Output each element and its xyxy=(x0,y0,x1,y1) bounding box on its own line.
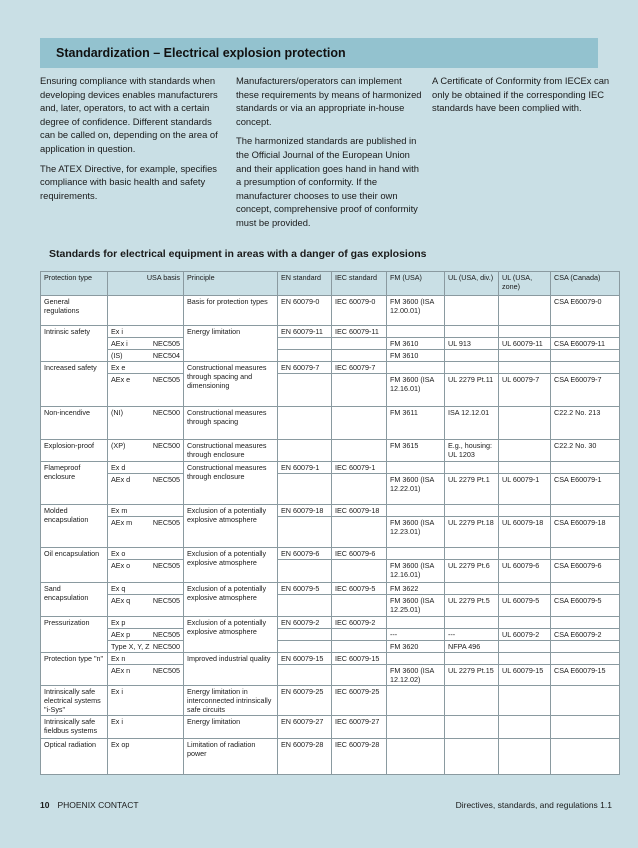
ul-div-cell xyxy=(445,326,499,338)
marking-text: AEx p xyxy=(111,630,131,639)
usa-basis-cell xyxy=(108,739,184,775)
csa-cell xyxy=(551,739,620,775)
usa-basis-cell xyxy=(108,583,184,595)
en-standard-cell: EN 60079-28 xyxy=(278,739,332,775)
en-standard-cell: EN 60079-27 xyxy=(278,716,332,739)
table-row xyxy=(41,462,620,474)
en-standard-cell xyxy=(278,374,332,407)
en-standard-cell: EN 60079-11 xyxy=(278,326,332,338)
principle-cell: Exclusion of a potentially explosive atmosphere xyxy=(184,583,278,617)
csa-cell xyxy=(551,686,620,716)
table-row xyxy=(41,560,620,583)
ul-div-cell xyxy=(445,686,499,716)
principle-cell: Energy limitation xyxy=(184,326,278,362)
table-row xyxy=(41,374,620,407)
iec-standard-cell: IEC 60079-27 xyxy=(332,716,387,739)
ul-div-cell xyxy=(445,548,499,560)
iec-standard-cell xyxy=(332,641,387,653)
fm-cell xyxy=(387,739,445,775)
ul-div-cell xyxy=(445,350,499,362)
csa-cell xyxy=(551,326,620,338)
en-standard-cell: EN 60079-7 xyxy=(278,362,332,374)
principle-cell: Energy limitation xyxy=(184,716,278,739)
protection-type-cell: Non-incendive xyxy=(41,407,108,440)
nec-text: NEC505 xyxy=(152,518,180,527)
protection-type-cell: Intrinsic safety xyxy=(41,326,108,362)
marking-text: (NI) xyxy=(111,408,123,417)
csa-cell xyxy=(551,653,620,665)
iec-standard-cell xyxy=(332,665,387,686)
marking-text: Ex m xyxy=(111,506,128,515)
nec-text: NEC505 xyxy=(152,475,180,484)
ul-zone-cell xyxy=(499,686,551,716)
marking-text: AEx o xyxy=(111,561,131,570)
csa-cell xyxy=(551,362,620,374)
fm-cell: FM 3600 (ISA 12.22.01) xyxy=(387,474,445,505)
ul-zone-cell xyxy=(499,505,551,517)
table-row xyxy=(41,474,620,505)
marking-text: Type X, Y, Z xyxy=(111,642,150,651)
ul-div-cell: UL 2279 Pt.18 xyxy=(445,517,499,548)
usa-basis-cell xyxy=(108,462,184,474)
principle-cell: Constructional measures through enclosure xyxy=(184,440,278,462)
csa-cell xyxy=(551,462,620,474)
fm-cell xyxy=(387,505,445,517)
fm-cell: FM 3600 (ISA 12.12.02) xyxy=(387,665,445,686)
iec-standard-cell: IEC 60079-0 xyxy=(332,296,387,326)
usa-basis-cell xyxy=(108,653,184,665)
fm-cell: FM 3611 xyxy=(387,407,445,440)
marking-text: (IS) xyxy=(111,351,123,360)
usa-basis-cell xyxy=(108,665,184,686)
principle-cell: Energy limitation in interconnected intrinsically safe circuits xyxy=(184,686,278,716)
fm-cell xyxy=(387,653,445,665)
ul-zone-cell: UL 60079-5 xyxy=(499,595,551,617)
intro-column-1 xyxy=(40,74,226,208)
marking-text: (XP) xyxy=(111,441,126,450)
usa-basis-cell xyxy=(108,407,184,440)
marking-text: Ex p xyxy=(111,618,126,627)
iec-standard-cell: IEC 60079-1 xyxy=(332,462,387,474)
iec-standard-cell: IEC 60079-7 xyxy=(332,362,387,374)
table-row xyxy=(41,716,620,739)
ul-zone-cell: UL 60079-2 xyxy=(499,629,551,641)
en-standard-cell xyxy=(278,560,332,583)
ul-zone-cell xyxy=(499,617,551,629)
iec-standard-cell xyxy=(332,517,387,548)
fm-cell: FM 3600 (ISA 12.23.01) xyxy=(387,517,445,548)
ul-zone-cell xyxy=(499,350,551,362)
fm-cell: FM 3622 xyxy=(387,583,445,595)
iec-standard-cell xyxy=(332,629,387,641)
csa-cell: CSA E60079-6 xyxy=(551,560,620,583)
csa-cell: C22.2 No. 213 xyxy=(551,407,620,440)
marking-text: Ex e xyxy=(111,363,126,372)
table-row xyxy=(41,338,620,350)
ul-zone-cell xyxy=(499,462,551,474)
ul-zone-cell xyxy=(499,362,551,374)
usa-basis-cell xyxy=(108,686,184,716)
table-title: Standards for electrical equipment in areas with a danger of gas explosions xyxy=(49,248,427,260)
csa-cell: CSA E60079-5 xyxy=(551,595,620,617)
usa-basis-cell xyxy=(108,641,184,653)
fm-cell xyxy=(387,462,445,474)
intro-paragraph: A Certificate of Conformity from IECEx can only be obtained if the corresponding IEC standards have been complied with. xyxy=(432,75,610,114)
csa-cell xyxy=(551,350,620,362)
en-standard-cell xyxy=(278,629,332,641)
iec-standard-cell: IEC 60079-15 xyxy=(332,653,387,665)
principle-cell: Limitation of radiation power xyxy=(184,739,278,775)
en-standard-cell xyxy=(278,350,332,362)
csa-cell xyxy=(551,716,620,739)
fm-cell xyxy=(387,617,445,629)
en-standard-cell: EN 60079-2 xyxy=(278,617,332,629)
protection-type-cell: Flameproof enclosure xyxy=(41,462,108,505)
marking-text: AEx m xyxy=(111,518,133,527)
table-header-row xyxy=(41,272,620,296)
protection-type-cell: Protection type "n" xyxy=(41,653,108,686)
protection-type-cell: Sand encapsulation xyxy=(41,583,108,617)
marking-text: AEx n xyxy=(111,666,131,675)
header-ul-div: UL (USA, div.) xyxy=(445,272,499,296)
ul-zone-cell xyxy=(499,716,551,739)
page-number: 10 xyxy=(40,800,50,810)
header-csa: CSA (Canada) xyxy=(551,272,620,296)
protection-type-cell: Optical radiation xyxy=(41,739,108,775)
standards-table-panel xyxy=(40,239,619,774)
ul-div-cell xyxy=(445,462,499,474)
ul-zone-cell xyxy=(499,739,551,775)
marking-text: Ex d xyxy=(111,463,126,472)
table-row xyxy=(41,296,620,326)
iec-standard-cell: IEC 60079-2 xyxy=(332,617,387,629)
en-standard-cell xyxy=(278,474,332,505)
ul-div-cell xyxy=(445,617,499,629)
en-standard-cell xyxy=(278,641,332,653)
company-name: PHOENIX CONTACT xyxy=(57,800,139,810)
intro-paragraph: The ATEX Directive, for example, specifies compliance with basic health and safety requirements. xyxy=(40,162,217,201)
iec-standard-cell: IEC 60079-11 xyxy=(332,326,387,338)
csa-cell: CSA E60079-11 xyxy=(551,338,620,350)
principle-cell: Basis for protection types xyxy=(184,296,278,326)
usa-basis-cell xyxy=(108,517,184,548)
nec-text: NEC504 xyxy=(152,351,180,360)
marking-text: AEx q xyxy=(111,596,131,605)
principle-cell: Exclusion of a potentially explosive atmosphere xyxy=(184,505,278,548)
ul-div-cell xyxy=(445,739,499,775)
csa-cell xyxy=(551,617,620,629)
table-row xyxy=(41,629,620,641)
en-standard-cell: EN 60079-25 xyxy=(278,686,332,716)
ul-zone-cell: UL 60079-1 xyxy=(499,474,551,505)
ul-zone-cell xyxy=(499,583,551,595)
marking-text: Ex i xyxy=(111,327,123,336)
ul-div-cell: NFPA 496 xyxy=(445,641,499,653)
intro-paragraph: Manufacturers/operators can implement these requirements by means of harmonized standards or via an appropriate in-house concept. xyxy=(236,75,422,127)
en-standard-cell xyxy=(278,338,332,350)
csa-cell: CSA E60079-1 xyxy=(551,474,620,505)
fm-cell: FM 3600 (ISA 12.16.01) xyxy=(387,560,445,583)
usa-basis-cell xyxy=(108,440,184,462)
fm-cell: FM 3620 xyxy=(387,641,445,653)
marking-text: Ex i xyxy=(111,687,123,696)
protection-type-cell: Intrinsically safe fieldbus systems xyxy=(41,716,108,739)
iec-standard-cell xyxy=(332,350,387,362)
marking-text: Ex o xyxy=(111,549,126,558)
ul-div-cell xyxy=(445,362,499,374)
fm-cell: FM 3610 xyxy=(387,350,445,362)
csa-cell xyxy=(551,505,620,517)
en-standard-cell xyxy=(278,440,332,462)
nec-text: NEC505 xyxy=(152,339,180,348)
iec-standard-cell xyxy=(332,474,387,505)
intro-paragraph: Ensuring compliance with standards when developing devices enables manufacturers and, later, operators, to act with a certain degree of confidence. Different standards can be called on, depending on the area of application in question. xyxy=(40,75,218,154)
csa-cell: CSA E60079-7 xyxy=(551,374,620,407)
footer-left xyxy=(40,800,139,810)
table-row xyxy=(41,665,620,686)
principle-cell: Improved industrial quality xyxy=(184,653,278,686)
fm-cell xyxy=(387,686,445,716)
principle-cell: Exclusion of a potentially explosive atmosphere xyxy=(184,548,278,583)
iec-standard-cell: IEC 60079-18 xyxy=(332,505,387,517)
protection-type-cell: Molded encapsulation xyxy=(41,505,108,548)
fm-cell: --- xyxy=(387,629,445,641)
ul-div-cell: UL 2279 Pt.1 xyxy=(445,474,499,505)
marking-text: AEx e xyxy=(111,375,131,384)
fm-cell: FM 3600 (ISA 12.16.01) xyxy=(387,374,445,407)
en-standard-cell xyxy=(278,517,332,548)
marking-text: Ex q xyxy=(111,584,126,593)
csa-cell: CSA E60079-15 xyxy=(551,665,620,686)
protection-type-cell: Oil encapsulation xyxy=(41,548,108,583)
intro-column-2 xyxy=(236,74,422,236)
iec-standard-cell: IEC 60079-25 xyxy=(332,686,387,716)
header-principle: Principle xyxy=(184,272,278,296)
table-body xyxy=(41,296,620,775)
en-standard-cell: EN 60079-6 xyxy=(278,548,332,560)
protection-type-cell: Intrinsically safe electrical systems "i-Sys" xyxy=(41,686,108,716)
table-row xyxy=(41,686,620,716)
table-row xyxy=(41,739,620,775)
ul-zone-cell: UL 60079-15 xyxy=(499,665,551,686)
iec-standard-cell xyxy=(332,407,387,440)
footer-section: Directives, standards, and regulations 1.1 xyxy=(455,800,612,810)
header-usa-basis: USA basis xyxy=(108,272,184,296)
table-row xyxy=(41,653,620,665)
en-standard-cell: EN 60079-18 xyxy=(278,505,332,517)
ul-div-cell xyxy=(445,296,499,326)
csa-cell: CSA E60079-18 xyxy=(551,517,620,548)
fm-cell: FM 3610 xyxy=(387,338,445,350)
iec-standard-cell xyxy=(332,595,387,617)
table-row xyxy=(41,583,620,595)
title-bar xyxy=(40,38,598,68)
nec-text: NEC500 xyxy=(152,408,180,417)
iec-standard-cell xyxy=(332,440,387,462)
usa-basis-cell xyxy=(108,362,184,374)
ul-div-cell: E.g., housing: UL 1203 xyxy=(445,440,499,462)
marking-text: Ex i xyxy=(111,717,123,726)
table-row xyxy=(41,440,620,462)
nec-text: NEC505 xyxy=(152,375,180,384)
nec-text: NEC505 xyxy=(152,666,180,675)
ul-zone-cell: UL 60079-7 xyxy=(499,374,551,407)
usa-basis-cell xyxy=(108,595,184,617)
usa-basis-cell xyxy=(108,374,184,407)
table-row xyxy=(41,362,620,374)
usa-basis-cell xyxy=(108,716,184,739)
ul-div-cell: UL 2279 Pt.11 xyxy=(445,374,499,407)
fm-cell xyxy=(387,326,445,338)
table-row xyxy=(41,641,620,653)
ul-zone-cell: UL 60079-11 xyxy=(499,338,551,350)
fm-cell xyxy=(387,716,445,739)
usa-basis-cell xyxy=(108,617,184,629)
csa-cell: CSA E60079-0 xyxy=(551,296,620,326)
table-row xyxy=(41,595,620,617)
csa-cell xyxy=(551,548,620,560)
protection-type-cell: General regulations xyxy=(41,296,108,326)
ul-div-cell: --- xyxy=(445,629,499,641)
csa-cell xyxy=(551,641,620,653)
fm-cell xyxy=(387,548,445,560)
header-ul-zone: UL (USA, zone) xyxy=(499,272,551,296)
iec-standard-cell: IEC 60079-5 xyxy=(332,583,387,595)
iec-standard-cell xyxy=(332,560,387,583)
en-standard-cell: EN 60079-0 xyxy=(278,296,332,326)
ul-div-cell xyxy=(445,505,499,517)
ul-zone-cell xyxy=(499,548,551,560)
table-row xyxy=(41,505,620,517)
usa-basis-cell xyxy=(108,326,184,338)
ul-div-cell xyxy=(445,583,499,595)
iec-standard-cell: IEC 60079-28 xyxy=(332,739,387,775)
usa-basis-cell xyxy=(108,296,184,326)
en-standard-cell xyxy=(278,407,332,440)
ul-div-cell: UL 2279 Pt.5 xyxy=(445,595,499,617)
ul-zone-cell xyxy=(499,653,551,665)
usa-basis-cell xyxy=(108,350,184,362)
table-row xyxy=(41,350,620,362)
table-row xyxy=(41,548,620,560)
fm-cell: FM 3615 xyxy=(387,440,445,462)
ul-zone-cell: UL 60079-18 xyxy=(499,517,551,548)
marking-text: Ex op xyxy=(111,740,130,749)
standards-table xyxy=(40,271,620,775)
ul-zone-cell xyxy=(499,641,551,653)
fm-cell xyxy=(387,362,445,374)
header-iec-standard: IEC standard xyxy=(332,272,387,296)
fm-cell: FM 3600 (ISA 12.00.01) xyxy=(387,296,445,326)
marking-text: Ex n xyxy=(111,654,126,663)
header-protection-type: Protection type xyxy=(41,272,108,296)
ul-div-cell xyxy=(445,653,499,665)
table-row xyxy=(41,617,620,629)
principle-cell: Constructional measures through spacing xyxy=(184,407,278,440)
table-row xyxy=(41,326,620,338)
nec-text: NEC500 xyxy=(152,441,180,450)
iec-standard-cell xyxy=(332,338,387,350)
page-title: Standardization – Electrical explosion protection xyxy=(56,46,346,60)
ul-div-cell: UL 2279 Pt.6 xyxy=(445,560,499,583)
intro-column-3 xyxy=(432,74,618,121)
table-row xyxy=(41,517,620,548)
nec-text: NEC500 xyxy=(152,642,180,651)
en-standard-cell xyxy=(278,665,332,686)
marking-text: AEx d xyxy=(111,475,131,484)
ul-zone-cell xyxy=(499,326,551,338)
en-standard-cell: EN 60079-5 xyxy=(278,583,332,595)
table-title-bar xyxy=(40,239,619,272)
header-fm: FM (USA) xyxy=(387,272,445,296)
nec-text: NEC505 xyxy=(152,630,180,639)
marking-text: AEx i xyxy=(111,339,128,348)
en-standard-cell: EN 60079-1 xyxy=(278,462,332,474)
principle-cell: Exclusion of a potentially explosive atmosphere xyxy=(184,617,278,653)
principle-cell: Constructional measures through enclosure xyxy=(184,462,278,505)
fm-cell: FM 3600 (ISA 12.25.01) xyxy=(387,595,445,617)
csa-cell: CSA E60079-2 xyxy=(551,629,620,641)
usa-basis-cell xyxy=(108,629,184,641)
nec-text: NEC505 xyxy=(152,596,180,605)
table-row xyxy=(41,407,620,440)
principle-cell: Constructional measures through spacing and dimensioning xyxy=(184,362,278,407)
en-standard-cell: EN 60079-15 xyxy=(278,653,332,665)
header-en-standard: EN standard xyxy=(278,272,332,296)
ul-zone-cell xyxy=(499,440,551,462)
ul-zone-cell: UL 60079-6 xyxy=(499,560,551,583)
ul-div-cell: UL 913 xyxy=(445,338,499,350)
iec-standard-cell: IEC 60079-6 xyxy=(332,548,387,560)
usa-basis-cell xyxy=(108,474,184,505)
ul-div-cell: UL 2279 Pt.15 xyxy=(445,665,499,686)
en-standard-cell xyxy=(278,595,332,617)
usa-basis-cell xyxy=(108,560,184,583)
usa-basis-cell xyxy=(108,548,184,560)
ul-div-cell xyxy=(445,716,499,739)
usa-basis-cell xyxy=(108,338,184,350)
csa-cell: C22.2 No. 30 xyxy=(551,440,620,462)
csa-cell xyxy=(551,583,620,595)
usa-basis-cell xyxy=(108,505,184,517)
ul-zone-cell xyxy=(499,296,551,326)
protection-type-cell: Increased safety xyxy=(41,362,108,407)
ul-zone-cell xyxy=(499,407,551,440)
ul-div-cell: ISA 12.12.01 xyxy=(445,407,499,440)
intro-paragraph: The harmonized standards are published in the Official Journal of the European Union and their application goes hand in hand with a presumption of conformity. If the manufacturer chooses to use their own concept, comprehensive proof of conformity must be provided. xyxy=(236,135,419,228)
nec-text: NEC505 xyxy=(152,561,180,570)
protection-type-cell: Pressurization xyxy=(41,617,108,653)
iec-standard-cell xyxy=(332,374,387,407)
protection-type-cell: Explosion-proof xyxy=(41,440,108,462)
